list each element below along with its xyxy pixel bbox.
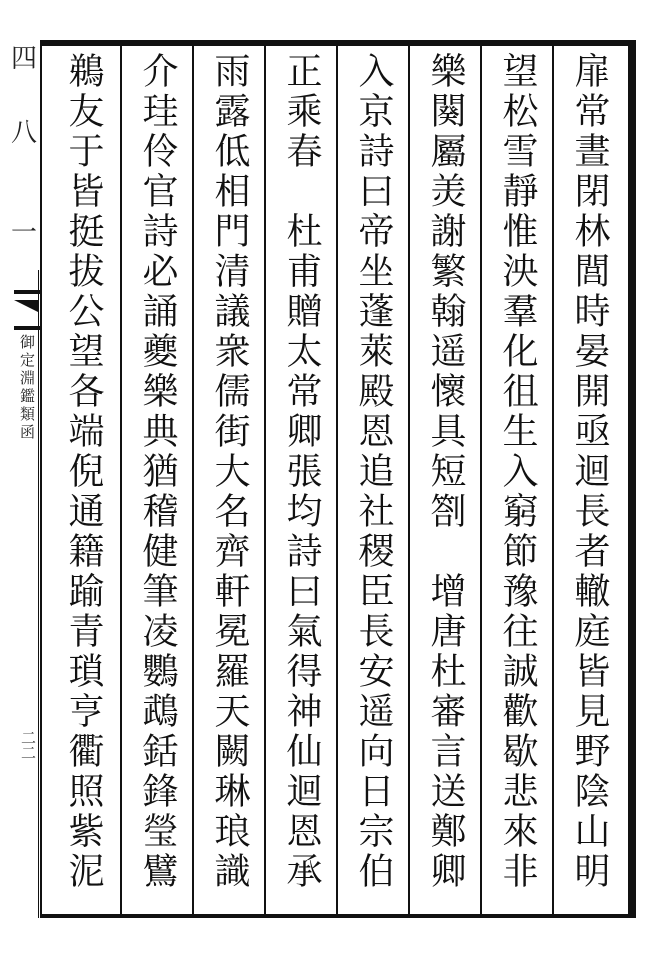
text-column-4: 入京詩曰帝坐蓬萊殿恩追社稷臣長安遥向日宗伯	[353, 52, 394, 892]
text-column-8: 鵜友于皆挺拔公望各端倪通籍踰青瑣亨衢照紫泥	[63, 52, 104, 892]
text-column-1: 扉常晝閉林閭時晏開亟迴長者轍庭皆見野陰山明	[569, 52, 610, 892]
margin-fragment: 八	[10, 118, 37, 148]
frame-bottom-border	[40, 914, 636, 918]
column-rule	[552, 46, 554, 914]
text-column-3: 樂闋屬羙謝繁翰遥懷具短劄 增唐杜審言送鄭卿	[425, 52, 466, 892]
text-column-5: 正乘春 杜甫贈太常卿張均詩曰氣得神仙迴恩承	[281, 52, 322, 892]
book-title: 御定淵鑑類函	[18, 334, 36, 442]
frame-top-border	[40, 40, 636, 46]
frame-right-border	[628, 40, 636, 918]
text-column-2: 望松雪靜惟泱羣化徂生入窮節豫往誠歡歇悲來非	[497, 52, 538, 892]
column-rule	[264, 46, 266, 914]
column-rule	[192, 46, 194, 914]
text-column-6: 雨露低相門清議衆儒街大名齊軒冕羅天闕琳琅識	[209, 52, 250, 892]
frame-left-border	[40, 40, 42, 918]
margin-rule	[38, 270, 39, 918]
column-rule	[120, 46, 122, 914]
margin-fragment: 四	[10, 44, 37, 74]
column-rule	[408, 46, 410, 914]
page-margin	[0, 0, 40, 958]
column-rule	[336, 46, 338, 914]
fish-tail-mark	[14, 290, 40, 330]
margin-fragment: 一	[10, 218, 37, 248]
text-column-7: 介珪伶官詩必誦夔樂典猶稽健筆凌鸚鵡銛鋒瑩鷿	[137, 52, 178, 892]
column-rule	[480, 46, 482, 914]
page-number: 二二	[19, 730, 37, 760]
margin-heading-block	[6, 40, 41, 270]
